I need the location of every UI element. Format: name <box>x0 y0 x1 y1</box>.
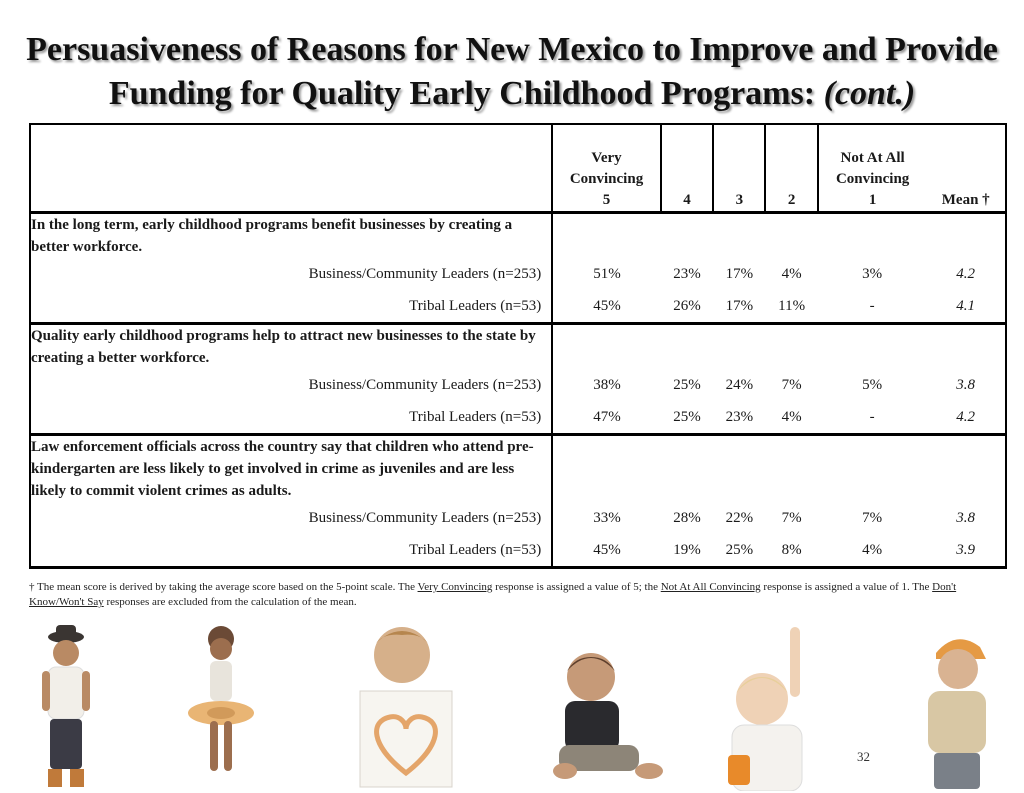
footnote-very-convincing: Very Convincing <box>417 581 493 593</box>
value-5: 47% <box>552 401 661 435</box>
mean-value: 4.2 <box>926 258 1006 290</box>
respondent-label: Business/Community Leaders (n=253) <box>30 258 552 290</box>
mean-value: 4.2 <box>926 401 1006 435</box>
respondent-label: Business/Community Leaders (n=253) <box>30 369 552 401</box>
mean-value: 3.9 <box>926 534 1006 568</box>
footnote: † The mean score is derived by taking the average score based on the 5-point scale. The Very Convincing response is assigned a value of 5; the Not At All Convincing response is assigned a value of 1. The Don't Know/Won't Say responses are excluded from the calculation of the mean. <box>29 581 957 608</box>
title-main: Persuasiveness of Reasons for New Mexico to Improve and Provide Funding for Quality Early Childhood Programs: <box>26 31 998 112</box>
child-photo-boy-hat <box>36 623 96 793</box>
value-4: 25% <box>673 376 701 393</box>
table-row <box>30 290 1006 324</box>
value-5: 45% <box>552 290 661 324</box>
mean-value: 4.1 <box>926 290 1006 324</box>
header-3: 3 <box>713 124 765 213</box>
header-blank <box>30 124 552 213</box>
value-1: 5% <box>862 376 883 393</box>
value-3: 23% <box>713 401 765 435</box>
value-3: 25% <box>713 534 765 568</box>
value-5: 38% <box>593 376 621 393</box>
value-2: 7% <box>781 509 802 526</box>
child-photo-orange-cap <box>916 625 996 791</box>
value-3: 22% <box>725 509 754 526</box>
question-row <box>30 324 1006 370</box>
value-4: 28% <box>673 509 701 526</box>
table-row <box>30 369 1006 401</box>
results-table <box>29 123 1007 569</box>
child-photo-toddler-sitting <box>545 645 665 791</box>
value-3: 17% <box>725 265 754 282</box>
respondent-label: Tribal Leaders (n=53) <box>30 401 552 435</box>
table-header-row <box>30 124 1006 213</box>
value-1: 3% <box>862 265 883 282</box>
question-row <box>30 213 1006 259</box>
value-4: 23% <box>673 265 701 282</box>
children-photo-strip <box>0 615 1024 791</box>
table-row <box>30 258 1006 290</box>
respondent-label: Business/Community Leaders (n=253) <box>30 502 552 534</box>
value-2: 4% <box>765 401 817 435</box>
child-photo-girl-flower <box>186 625 256 791</box>
respondent-label: Tribal Leaders (n=53) <box>30 534 552 568</box>
value-2: 7% <box>781 376 802 393</box>
table-row <box>30 502 1006 534</box>
question-text: Law enforcement officials across the country say that children who attend pre-kindergarten are less likely to get involved in crime as juveniles and are less likely to commit violent crimes as adults. <box>30 435 552 503</box>
question-text: In the long term, early childhood programs benefit businesses by creating a better workforce. <box>30 213 552 259</box>
mean-value: 3.8 <box>926 502 1006 534</box>
value-3: 17% <box>713 290 765 324</box>
respondent-label: Tribal Leaders (n=53) <box>30 290 552 324</box>
page-title <box>0 28 1024 116</box>
header-not-at-all: Not At All Convincing 1 <box>818 124 927 213</box>
value-5: 33% <box>593 509 621 526</box>
page-number: 32 <box>857 749 870 764</box>
footnote-not-at-all: Not At All Convincing <box>660 581 761 593</box>
value-2: 4% <box>781 265 802 282</box>
value-4: 25% <box>661 401 713 435</box>
value-2: 11% <box>765 290 817 324</box>
value-4: 26% <box>661 290 713 324</box>
question-row <box>30 435 1006 503</box>
value-5: 51% <box>593 265 621 282</box>
footnote-dont-know: Don't Know/Won't Say <box>29 581 957 608</box>
question-text: Quality early childhood programs help to attract new businesses to the state by creating a better workforce. <box>30 324 552 370</box>
header-2: 2 <box>765 124 817 213</box>
table-row <box>30 401 1006 435</box>
value-1: 7% <box>862 509 883 526</box>
value-1: - <box>818 401 927 435</box>
table-row <box>30 534 1006 568</box>
value-5: 45% <box>552 534 661 568</box>
child-photo-boy-heart <box>350 625 460 791</box>
value-3: 24% <box>725 376 754 393</box>
value-1: - <box>818 290 927 324</box>
header-very-convincing: Very Convincing 5 <box>552 124 661 213</box>
mean-value: 3.8 <box>926 369 1006 401</box>
value-4: 19% <box>661 534 713 568</box>
header-mean: Mean † <box>926 124 1006 213</box>
value-1: 4% <box>818 534 927 568</box>
child-photo-blonde-arm-raised <box>718 623 818 791</box>
title-suffix: (cont.) <box>823 75 916 112</box>
value-2: 8% <box>765 534 817 568</box>
header-4: 4 <box>661 124 713 213</box>
